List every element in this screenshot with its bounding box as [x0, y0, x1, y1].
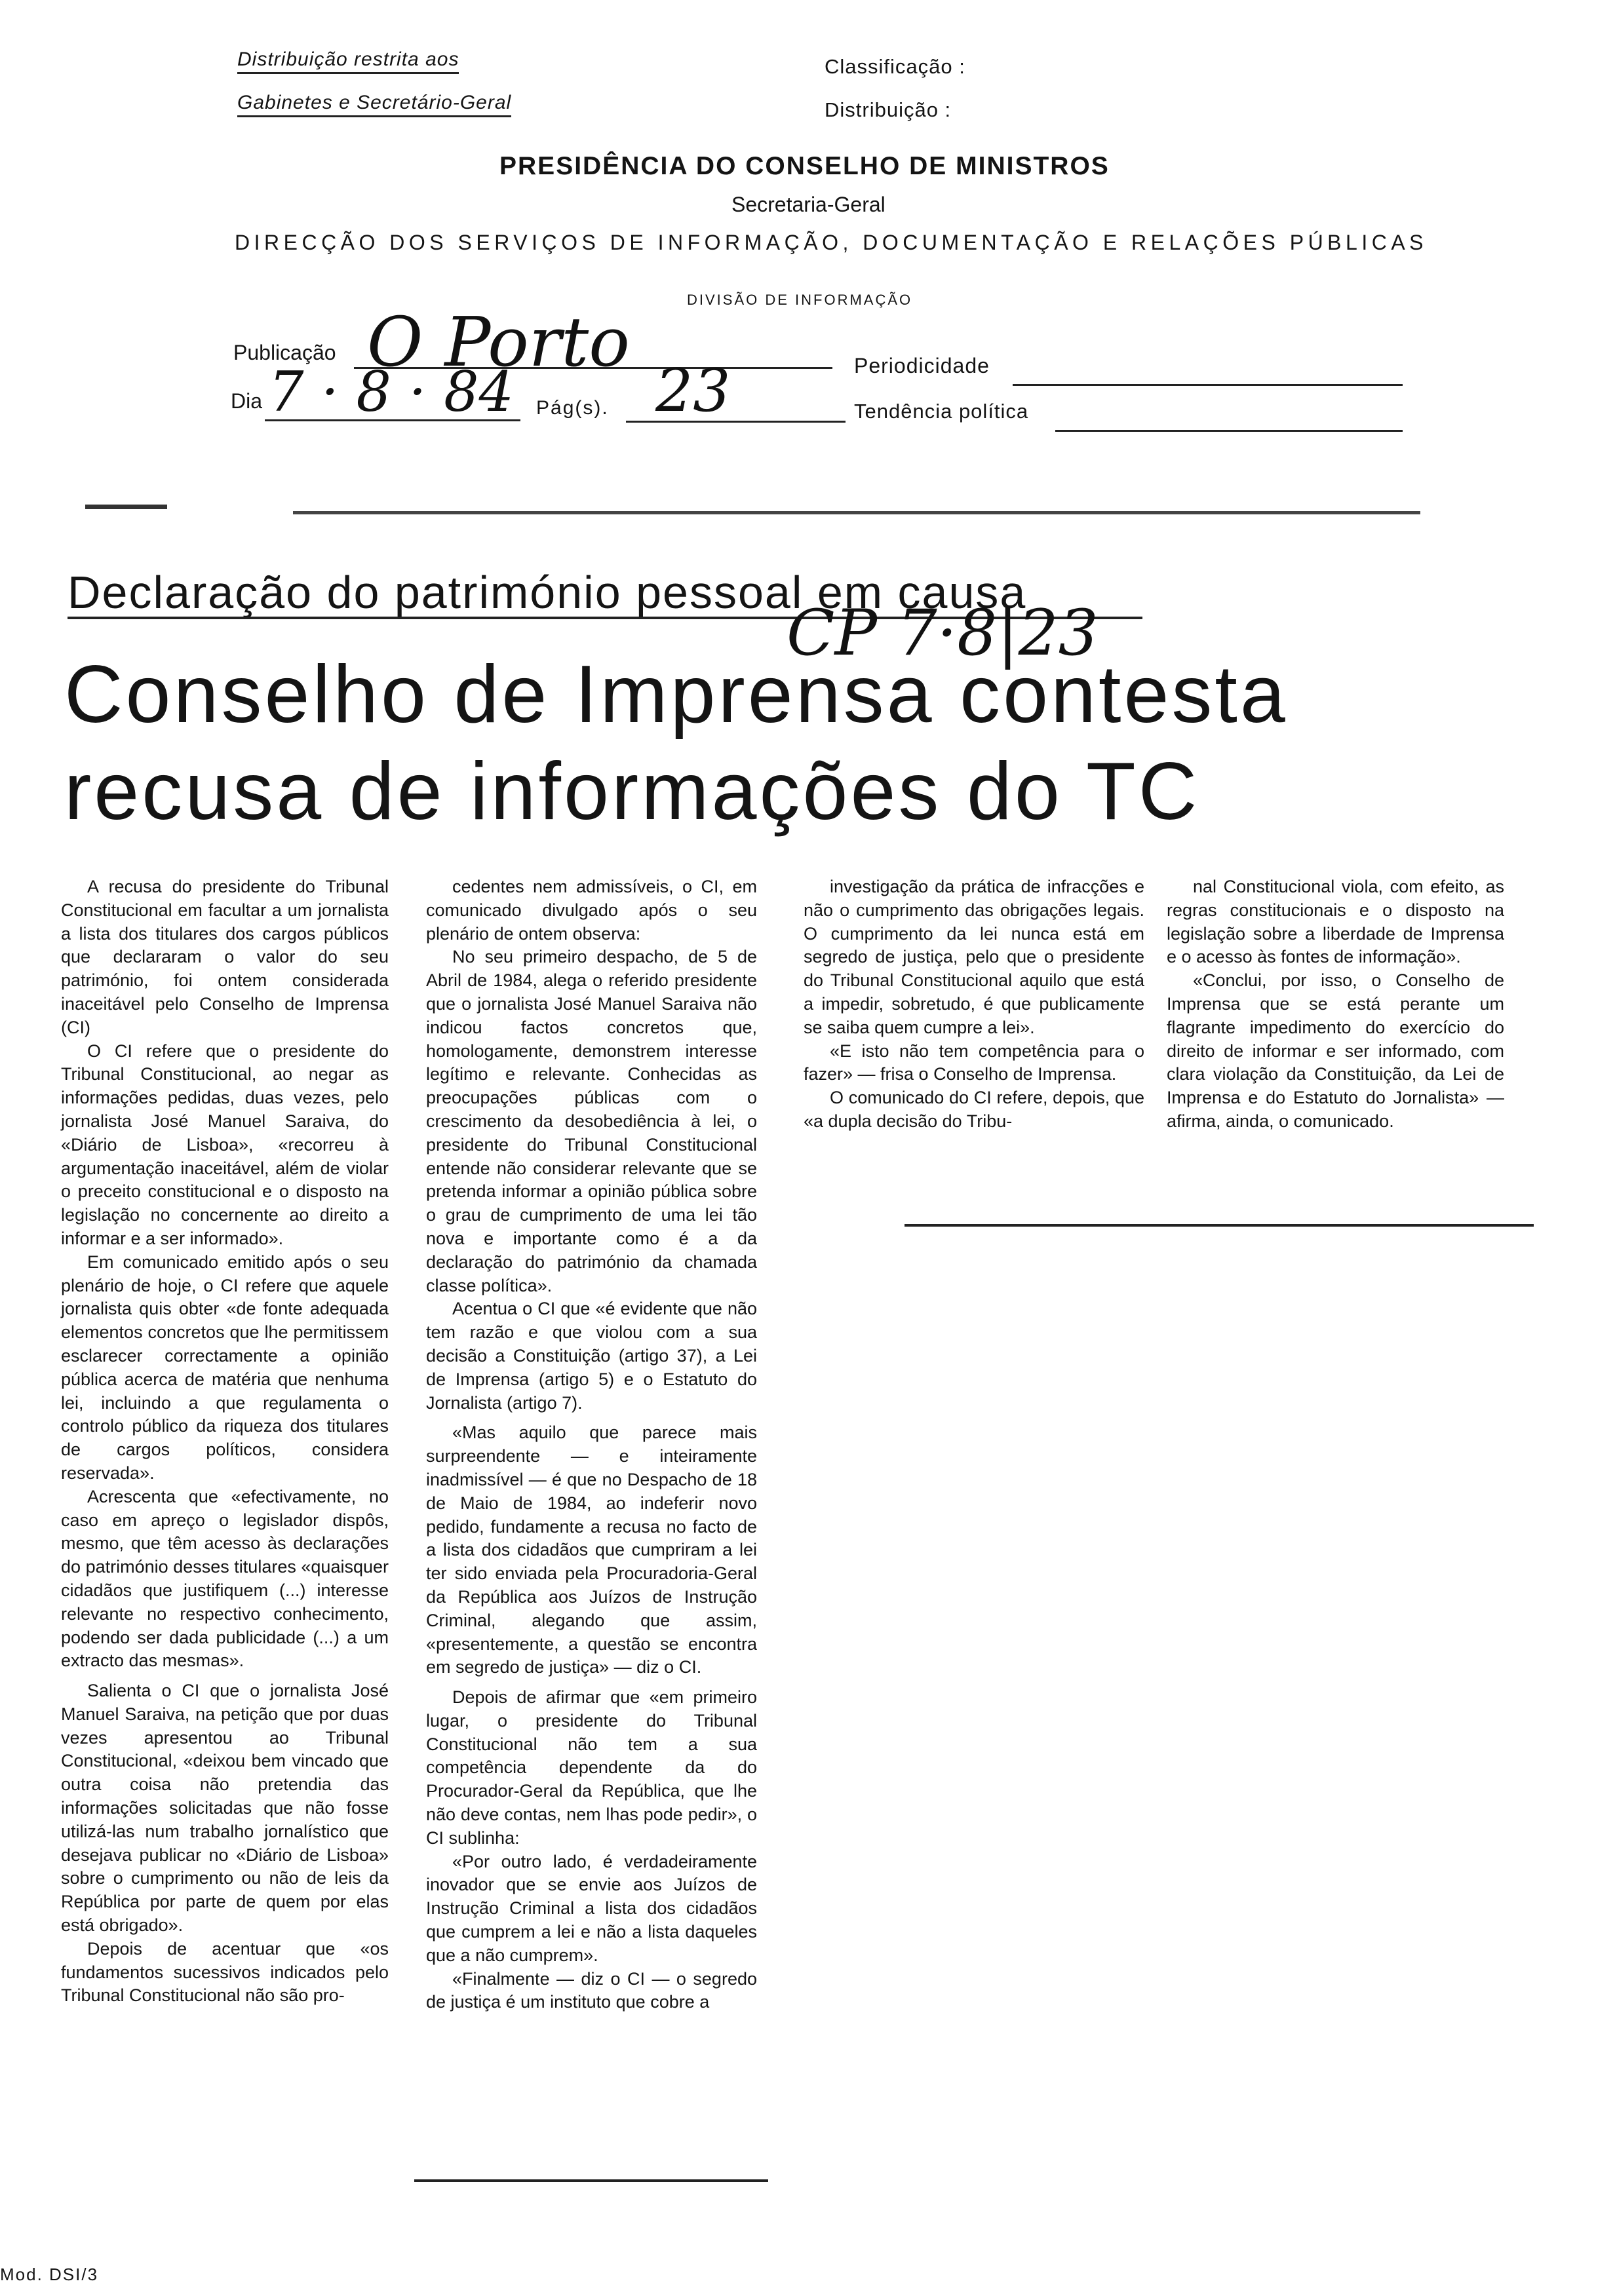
- columns-3-4-end-rule: [905, 1224, 1534, 1227]
- paragraph: nal Constitucional viola, com efeito, as regras constitucionais e o disposto na legislação sobre a liberdade de Imprensa e o acesso às fontes de informação».: [1167, 877, 1504, 967]
- distribution-line-2: Gabinetes e Secretário-Geral: [237, 92, 511, 117]
- tendencia-label: Tendência política: [854, 400, 1029, 423]
- article-title-line-1: Conselho de Imprensa contesta: [64, 649, 1288, 740]
- paragraph: Depois de acentuar que «os fundamentos sucessivos indicados pelo Tribunal Constitucional não são pro-: [61, 1938, 389, 2006]
- paragraph: «Conclui, por isso, o Conselho de Imprensa que se está perante um flagrante impedimento do exercício do direito de informar e ser informado, com clara violação da Constituição, da Lei de Imprensa e do Estatuto do Jornalista» — afirma, ainda, o comunicado.: [1167, 970, 1504, 1131]
- clip-mark-left: [85, 505, 167, 509]
- publicacao-label: Publicação: [233, 341, 336, 364]
- tendencia-field-line: [1055, 430, 1403, 432]
- paragraph: Acentua o CI que «é evidente que não tem razão e que violou com a sua decisão a Constituição (artigo 37), a Lei de Imprensa (artigo 5) e o Estatuto do Jornalista (artigo 7).: [426, 1299, 757, 1413]
- paragraph: A recusa do presidente do Tribunal Constitucional em facultar a um jornalista a lista dos titulares dos cargos públicos que declararam o valor do seu património, foi ontem considerada inaceitável pelo Conselho de Imprensa (CI): [61, 877, 389, 1037]
- presidency-heading: PRESIDÊNCIA DO CONSELHO DE MINISTROS: [499, 152, 1110, 180]
- article-column-4: [1167, 875, 1504, 1134]
- secretaria-geral: Secretaria-Geral: [731, 193, 885, 216]
- paragraph: Em comunicado emitido após o seu plenário de hoje, o CI refere que aquele jornalista quis obter «de fonte adequada elementos concretos que lhe permitissem esclarecer correctamente a opinião pública acerca de matéria que nenhuma lei, incluindo a que regulamenta o controlo público da riqueza dos titulares de cargos políticos, considera reservada».: [61, 1252, 389, 1483]
- paragraph: «Finalmente — diz o CI — o segredo de justiça é um instituto que cobre a: [426, 1968, 757, 2012]
- paragraph: Salienta o CI que o jornalista José Manuel Saraiva, na petição que por duas vezes apresentou ao Tribunal Constitucional, «deixou bem vincado que outra coisa não pretendia das informações solicitadas que não fosse utilizá-las num trabalho jornalístico que desejava publicar no «Diário de Lisboa» sobre o cumprimento ou não de leis da República por parte de quem por elas está obrigado».: [61, 1681, 389, 1936]
- periodicidade-field-line: [1013, 384, 1403, 386]
- clip-separator: [293, 511, 1420, 514]
- article-title-line-2: recusa de informações do TC: [64, 746, 1200, 837]
- paragraph: O comunicado do CI refere, depois, que «a dupla decisão do Tribu-: [804, 1088, 1144, 1131]
- pags-label: Pág(s).: [536, 397, 609, 419]
- paragraph: No seu primeiro despacho, de 5 de Abril de 1984, alega o referido presidente que o jornalista José Manuel Saraiva não indicou factos concretos que, homologamente, demonstrem interesse legítimo e relevante. Conhecidas as preocupações públicas com o crescimento da desobediência à lei, o presidente do Tribunal Constitucional entende não considerar relevante que se pretenda informar a opinião pública sobre o grau de cumprimento de uma lei tão nova e importante como é a da declaração do património da chamada classe política».: [426, 947, 757, 1295]
- paragraph: investigação da prática de infracções e não o cumprimento das obrigações legais. O cumprimento da lei nunca está em segredo de justiça, pelo que o presidente do Tribunal Constitucional aquilo que está a impedir, sobretudo, é que publicamente se saiba quem cumpre a lei».: [804, 877, 1144, 1037]
- paragraph: «Mas aquilo que parece mais surpreendente — e inteiramente inadmissível — é que no Despacho de 18 de Maio de 1984, ao indeferir novo pedido, fundamente a recusa no facto de a lista dos cidadãos que cumpriram a lei ter sido enviada pela Procuradoria-Geral da República aos Juízos de Instrução Criminal, alegando que assim, «presentemente, a questão se encontra em segredo de justiça» — diz o CI.: [426, 1423, 757, 1677]
- paragraph: «Por outro lado, é verdadeiramente inovador que se envie aos Juízos de Instrução Criminal a lista dos cidadãos que cumprem a lei e não a lista daqueles que a não cumprem».: [426, 1851, 757, 1965]
- distribution-line-1: Distribuição restrita aos: [237, 48, 459, 74]
- paragraph: Acrescenta que «efectivamente, no caso em apreço o legislador dispôs, mesmo, que têm acesso às declarações do património desses titulares «quaisquer cidadãos que justifiquem (...) interesse relevante no respectivo conhecimento, podendo ser dada publicidade (...) a um extracto das mesmas».: [61, 1486, 389, 1671]
- direccao-heading: DIRECÇÃO DOS SERVIÇOS DE INFORMAÇÃO, DOCUMENTAÇÃO E RELAÇÕES PÚBLICAS: [235, 231, 1428, 254]
- article-column-3: [804, 875, 1144, 1134]
- divisao-heading: DIVISÃO DE INFORMAÇÃO: [687, 292, 913, 308]
- annotation-handwritten: CP 7·8|23: [787, 596, 1099, 670]
- paragraph: «E isto não tem competência para o fazer» — frisa o Conselho de Imprensa.: [804, 1041, 1144, 1084]
- paragraph: cedentes nem admissíveis, o CI, em comunicado divulgado após o seu plenário de ontem observa:: [426, 877, 757, 944]
- publicacao-handwritten: O Porto: [367, 302, 630, 382]
- paragraph: O CI refere que o presidente do Tribunal Constitucional, ao negar as informações pedidas, duas vezes, pelo jornalista José Manuel Saraiva, do «Diário de Lisboa», «recorreu à argumentação inaceitável, além de violar o preceito constitucional e o disposto na legislação no concernente ao direito a informar e a ser informado».: [61, 1041, 389, 1248]
- dia-label: Dia: [231, 389, 263, 413]
- paragraph: Depois de afirmar que «em primeiro lugar, o presidente do Tribunal Constitucional não tem a sua competência dependente da do Procurador-Geral da República, que lhe não deve contas, nem lhas pode pedir», o CI sublinha:: [426, 1687, 757, 1848]
- periodicidade-label: Periodicidade: [854, 354, 990, 377]
- column-2-end-rule: [414, 2179, 768, 2182]
- article-kicker: Declaração do património pessoal em causa: [68, 567, 1027, 618]
- article-column-1: [61, 875, 389, 2008]
- classificacao-label: Classificação :: [825, 55, 965, 78]
- form-model-code: Mod. DSI/3: [0, 2265, 99, 2284]
- pags-handwritten: 23: [655, 356, 731, 425]
- dia-handwritten: 7 · 8 · 84: [269, 360, 514, 424]
- article-column-2: [426, 875, 757, 2014]
- distribuicao-label: Distribuição :: [825, 98, 952, 121]
